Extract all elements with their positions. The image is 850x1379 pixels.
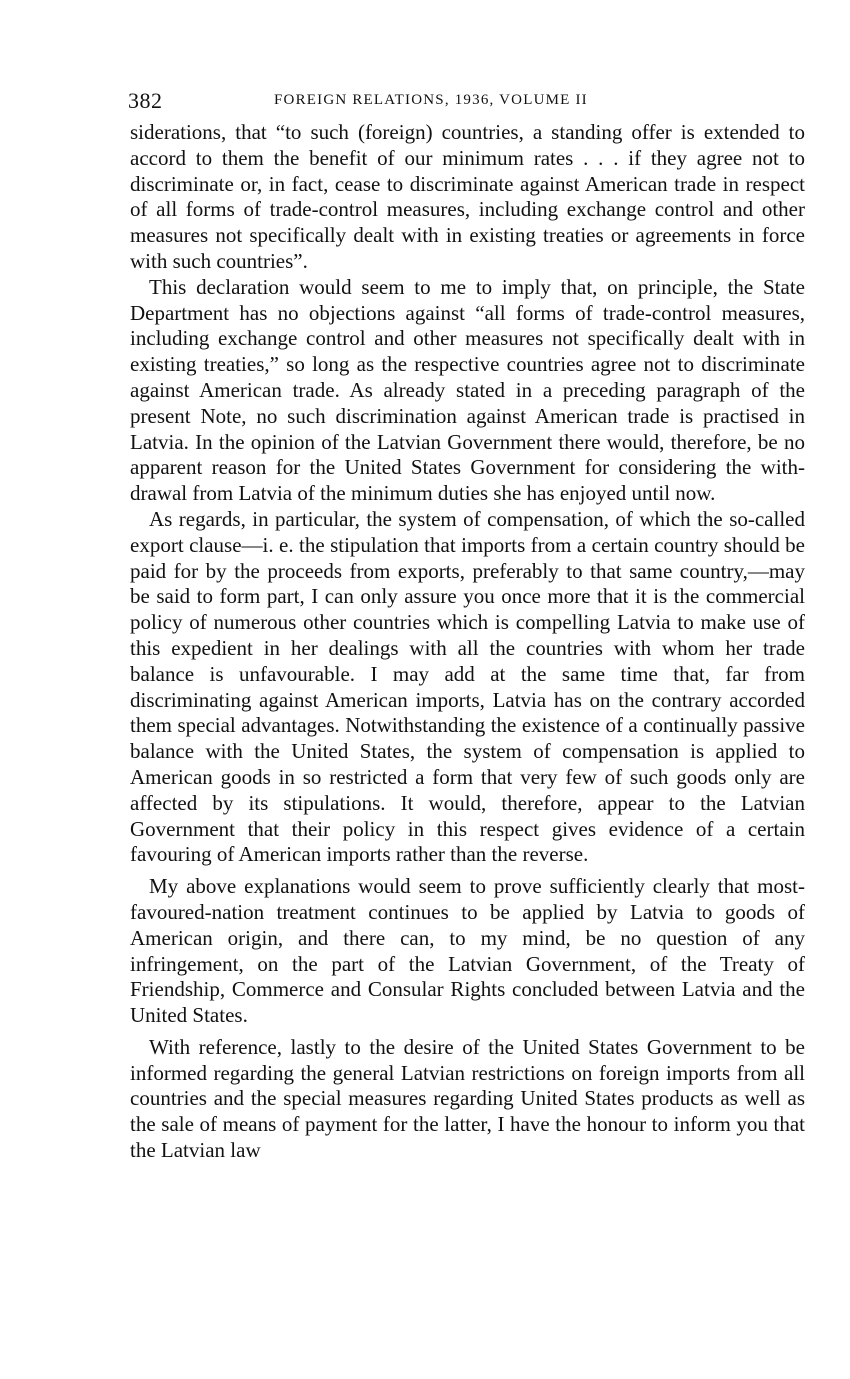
running-header [130,88,805,116]
paragraph-restrictions: With reference, lastly to the desire of the United States Government to be informed regarding the general Latvian restrictions on foreign imports from all countries and the special measures regarding United States products as well as the sale of means of payment for the latter, I have the honour to inform you that the Latvian law [130,1034,805,1163]
body-text [130,120,805,1164]
paragraph-compensation: As regards, in particular, the system of compensation, of which the so-called export clause—i. e. the stipulation that imports from a certain country should be paid for by the proceeds from exports, preferably to that same country,—may be said to form part, I can only assure you once more that it is the commercial policy of numerous other countries which is compelling Latvia to make use of this expedient in her dealings with all the countries with whom her trade balance is unfavourable. I may add at the same time that, far from discriminating against American imports, Latvia has on the contrary accorded them special advantages. Notwithstanding the existence of a continually passive balance with the United States, the system of compensation is applied to American goods in so restricted a form that very few of such goods only are affected by its stipulations. It would, therefore, appear to the Latvian Government that their policy in this respect gives evidence of a certain favouring of American imports rather than the reverse. [130,506,805,867]
paragraph-most-favoured-nation: My above explanations would seem to prove sufficiently clearly that most-favoured-nation treatment continues to be applied by Latvia to goods of American origin, and there can, to my mind, be no question of any infringement, on the part of the Latvian Government, of the Treaty of Friendship, Commerce and Consular Rights concluded between Latvia and the United States. [130,874,805,1028]
document-page [130,88,805,1164]
paragraph-declaration: This declaration would seem to me to imply that, on principle, the State Department has no objections against “all forms of trade-control measures, including exchange control and other measures not specifically dealt with in existing treaties,” so long as the respective countries agree not to discriminate against American trade. As already stated in a preceding paragraph of the present Note, no such discrimination against American trade is practised in Latvia. In the opinion of the Latvian Government there would, therefore, be no apparent reason for the United States Government for considering the withdrawal from Latvia of the minimum duties she has enjoyed until now. [130,274,805,506]
running-title: FOREIGN RELATIONS, 1936, VOLUME II [274,92,588,108]
paragraph-continuation: siderations, that “to such (foreign) countries, a standing offer is extended to accord to them the benefit of our minimum rates . . . if they agree not to discriminate or, in fact, cease to discriminate against American trade in respect of all forms of trade-control measures, including exchange control and other measures not specifically dealt with in existing treaties or agreements in force with such countries”. [130,120,805,273]
page-number: 382 [128,88,163,113]
